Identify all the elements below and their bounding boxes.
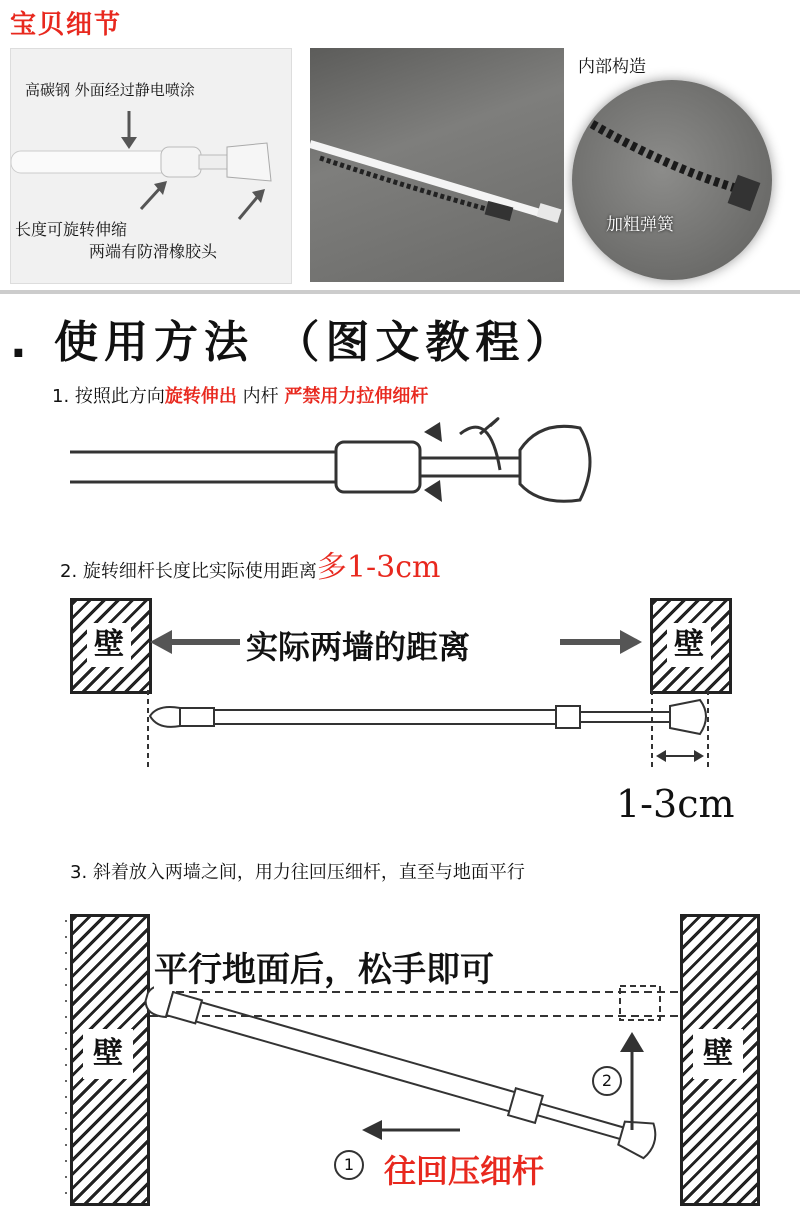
left-wall-step3-label: 壁 [83, 1029, 133, 1079]
gap-label: 1-3cm [616, 782, 735, 826]
photo-rod-drawing [310, 48, 564, 282]
section-divider [0, 290, 800, 294]
inner-structure-closeup [572, 80, 772, 280]
callout-ends: 两端有防滑橡胶头 [89, 242, 218, 261]
callout-length: 长度可旋转伸缩 [15, 220, 128, 239]
step-circle-2: 2 [592, 1066, 622, 1096]
step-circle-1: 1 [334, 1150, 364, 1180]
wall-distance-label: 实际两墙的距离 [240, 620, 476, 670]
step1-red2: 严禁用力拉伸细杆 [284, 386, 429, 407]
rod-detail-panel [10, 48, 292, 284]
step3-text: 3. 斜着放入两墙之间，用力往回压细杆，直至与地面平行 [70, 862, 525, 883]
step2-red: 多1-3cm [316, 550, 441, 585]
parallel-release-label: 平行地面后，松手即可 [154, 942, 494, 991]
step1-prefix: 1. 按照此方向 [52, 386, 165, 407]
step1-rod-diagram [60, 410, 620, 510]
step2-prefix: 2. 旋转细杆长度比实际使用距离 [60, 561, 317, 582]
callout-coating: 高碳钢 外面经过静电喷涂 [25, 81, 195, 99]
press-rod-label: 往回压细杆 [384, 1152, 545, 1190]
product-photo [310, 48, 564, 282]
inner-structure-label: 内部构造 [578, 57, 646, 77]
spring-label: 加粗弹簧 [606, 215, 674, 235]
step1-text [52, 382, 428, 408]
right-wall-label: 壁 [667, 623, 711, 667]
left-wall-label: 壁 [87, 623, 131, 667]
spring-drawing [572, 80, 772, 280]
step1-red1: 旋转伸出 [164, 386, 237, 407]
step2-text [60, 542, 440, 586]
right-wall-step3-label: 壁 [693, 1029, 743, 1079]
section-title-details: 宝贝细节 [10, 10, 123, 40]
step1-mid: 内杆 [236, 386, 285, 407]
usage-heading: . 使用方法 （图文教程） [10, 317, 576, 368]
